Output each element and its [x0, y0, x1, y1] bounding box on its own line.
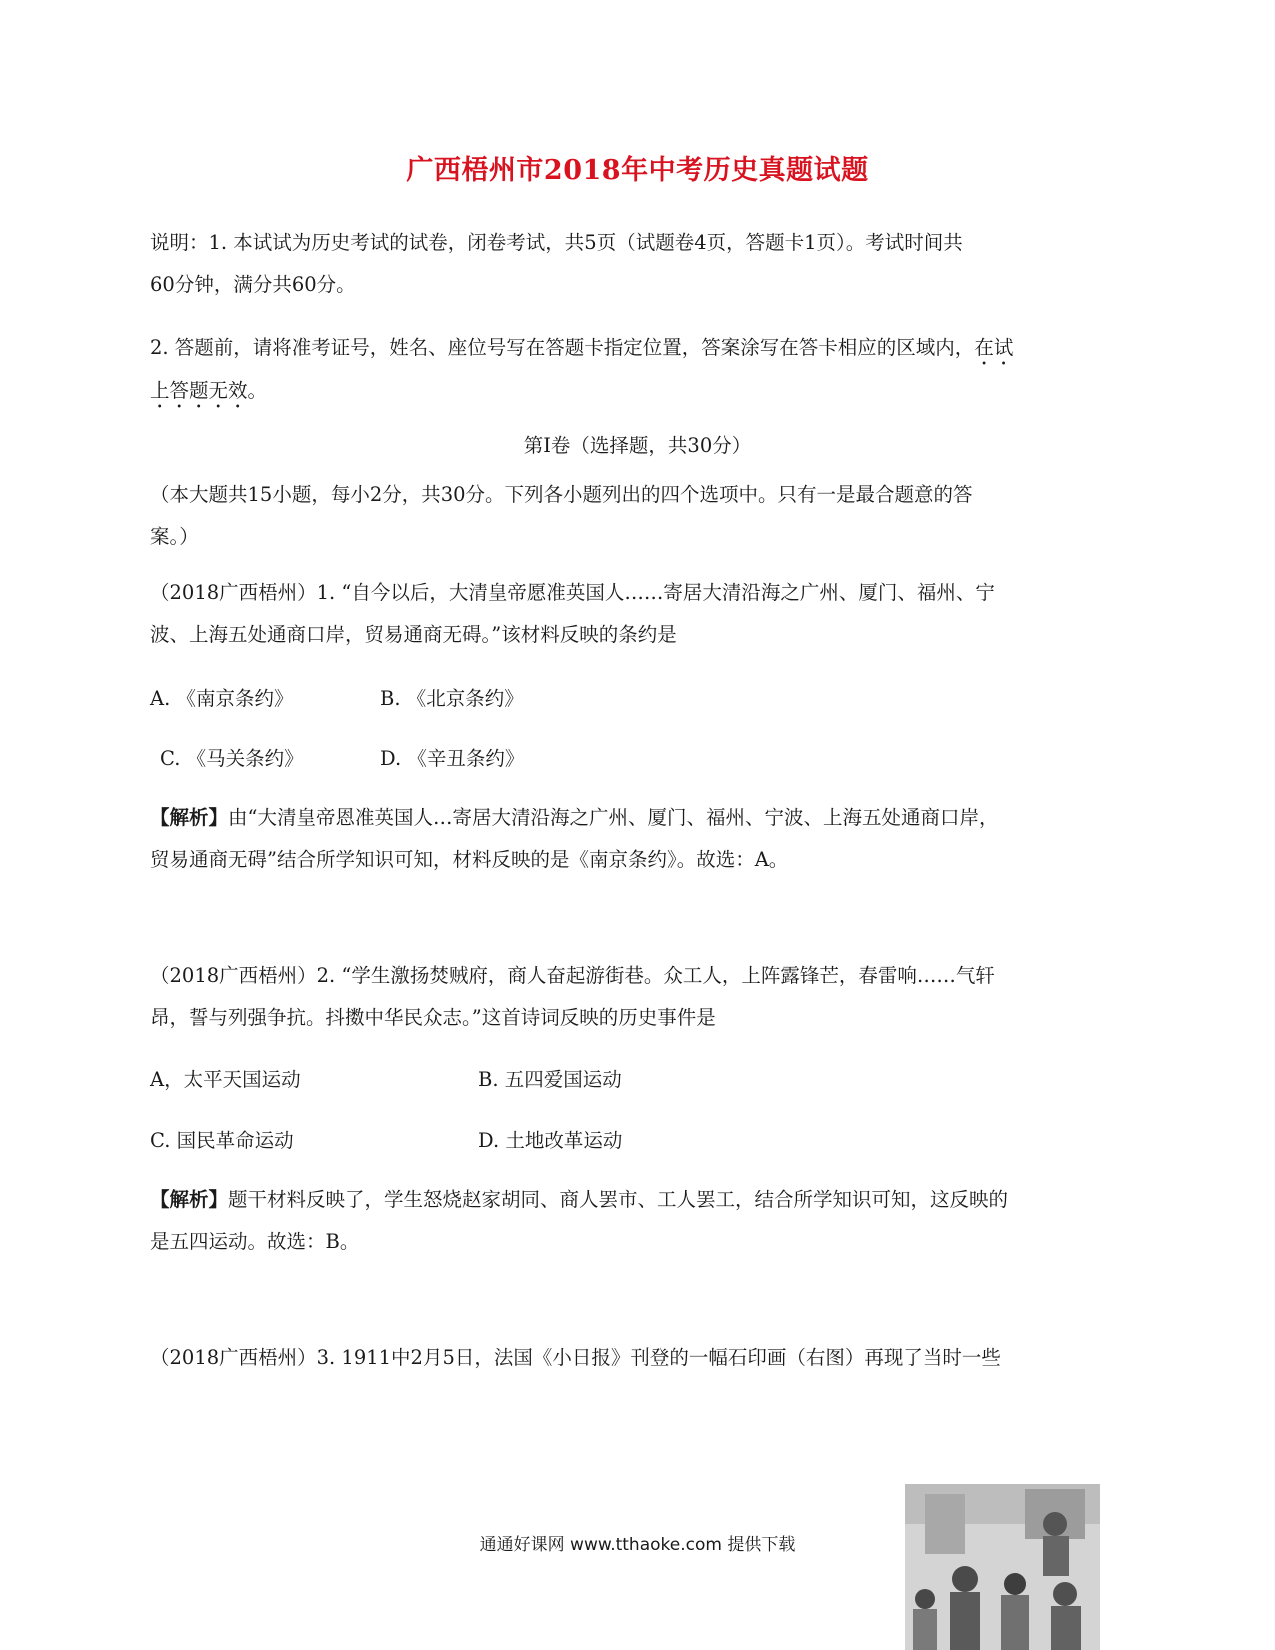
question-2-stem-line-2: 昂，誓与列强争抗。抖擞中华民众志。”这首诗词反映的历史事件是 — [150, 1006, 716, 1029]
analysis-label: 【解析】 — [150, 806, 229, 829]
question-1-option-d: D. 《辛丑条约》 — [380, 747, 525, 770]
lithograph-image — [905, 1484, 1100, 1650]
page-title: 广西梧州市2018年中考历史真题试题 — [406, 155, 869, 186]
instructions-2 — [150, 327, 1125, 413]
section-note-line-2: 案。） — [150, 525, 199, 548]
question-3-stem — [150, 1337, 1125, 1379]
question-2-option-d: D. 土地改革运动 — [478, 1129, 623, 1152]
question-1-analysis-line-2: 贸易通商无碍”结合所学知识可知，材料反映的是《南京条约》。故选：A。 — [150, 848, 789, 871]
question-1-option-b: B. 《北京条约》 — [380, 687, 524, 710]
lithograph-sketch — [905, 1484, 1100, 1650]
question-2-stem — [150, 955, 1125, 1039]
instructions-line-4-end: 。 — [247, 379, 268, 402]
analysis-label: 【解析】 — [150, 1188, 229, 1211]
question-2-option-c: C. 国民革命运动 — [150, 1129, 294, 1152]
analysis-text: 题干材料反映了，学生怒烧赵家胡同、商人罢市、工人罢工，结合所学知识可知，这反映的 — [228, 1188, 1009, 1211]
emphasis-text: 在试 — [974, 336, 1014, 359]
question-2-analysis — [150, 1179, 1125, 1263]
question-1-option-c: C. 《马关条约》 — [160, 747, 304, 770]
question-1-option-a: A. 《南京条约》 — [150, 687, 294, 710]
question-3-stem-line-1: （2018广西梧州）3. 1911中2月5日，法国《小日报》刊登的一幅石印画（右图）再现了当时一些 — [150, 1346, 1001, 1369]
question-2-analysis-line-1 — [150, 1179, 1125, 1221]
analysis-text: 由“大清皇帝恩准英国人…寄居大清沿海之广州、厦门、福州、宁波、上海五处通商口岸， — [228, 806, 999, 829]
question-1-analysis — [150, 797, 1125, 881]
emphasis-text: 上答题无效 — [150, 379, 248, 402]
question-2-option-a: A，太平天国运动 — [150, 1068, 301, 1091]
question-1-analysis-line-1 — [150, 797, 1125, 839]
section-note — [150, 474, 1125, 558]
section-note-line-1: （本大题共15小题，每小2分，共30分。下列各小题列出的四个选项中。只有一是最合题意的答 — [150, 483, 973, 506]
instructions-line-4 — [150, 370, 1125, 413]
question-1-stem-line-1: （2018广西梧州）1. “自今以后，大清皇帝愿准英国人……寄居大清沿海之广州、厦门、福州、宁 — [150, 581, 995, 604]
question-1-stem-line-2: 波、上海五处通商口岸，贸易通商无碍。”该材料反映的条约是 — [150, 623, 677, 646]
instructions — [150, 222, 1125, 306]
question-1-stem — [150, 572, 1125, 656]
section-title: 第Ⅰ卷（选择题，共30分） — [523, 434, 752, 457]
instructions-line-1: 说明：1. 本试试为历史考试的试卷，闭卷考试，共5页（试题卷4页，答题卡1页）。考试时间共 — [150, 231, 963, 254]
instructions-line-3 — [150, 327, 1125, 370]
instructions-line-3-text: 2. 答题前，请将准考证号，姓名、座位号写在答题卡指定位置，答案涂写在答卡相应的区域内， — [150, 336, 975, 359]
question-2-analysis-line-2: 是五四运动。故选：B。 — [150, 1230, 360, 1253]
footer-source: 通通好课网 www.tthaoke.com 提供下载 — [479, 1535, 796, 1555]
instructions-line-2: 60分钟，满分共60分。 — [150, 273, 356, 296]
question-2-option-b: B. 五四爱国运动 — [478, 1068, 622, 1091]
question-2-stem-line-1: （2018广西梧州）2. “学生激扬焚贼府，商人奋起游街巷。众工人，上阵露锋芒，春雷响……气轩 — [150, 964, 995, 987]
